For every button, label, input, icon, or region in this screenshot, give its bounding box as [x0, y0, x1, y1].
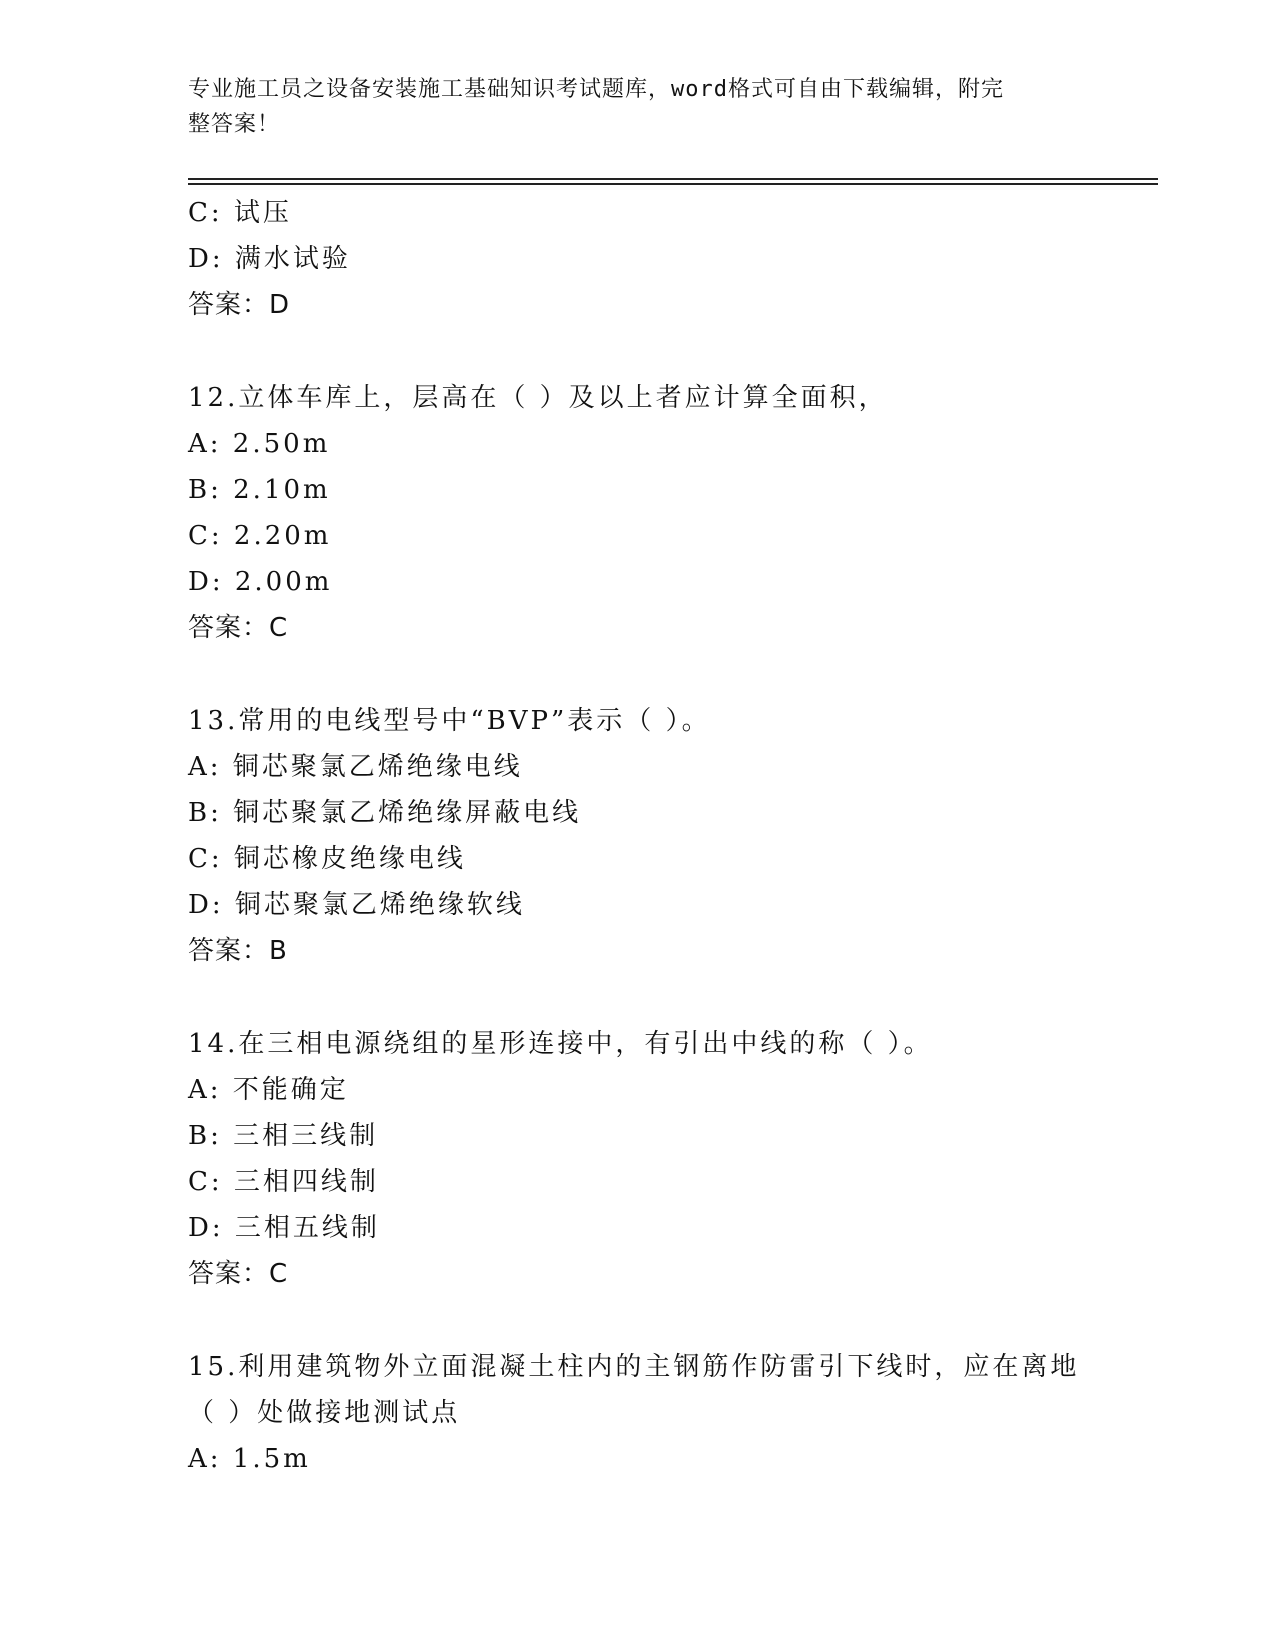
header-title-line-2: 整答案！ [188, 112, 281, 137]
option-b: B: 2.10m [188, 475, 331, 505]
question-text: 12.立体车库上，层高在（ ）及以上者应计算全面积， [188, 383, 888, 413]
question-text: 14.在三相电源绕组的星形连接中，有引出中线的称（ ）。 [188, 1029, 933, 1059]
question-block-12 [188, 375, 1188, 651]
option-b: B: 三相三线制 [188, 1121, 379, 1151]
option-a: A: 铜芯聚氯乙烯绝缘电线 [188, 752, 523, 782]
option-d: D: 满水试验 [188, 244, 351, 274]
option-d: D: 铜芯聚氯乙烯绝缘软线 [188, 890, 525, 920]
answer-line: 答案：C [188, 613, 289, 643]
question-text-line-2: （ ）处做接地测试点 [188, 1398, 461, 1428]
question-block-13 [188, 698, 1188, 974]
option-d: D: 三相五线制 [188, 1213, 380, 1243]
question-block-11 [188, 190, 1188, 328]
header-rule-top [188, 178, 1158, 180]
question-list [188, 190, 1188, 1482]
option-b: B: 铜芯聚氯乙烯绝缘屏蔽电线 [188, 798, 582, 828]
option-c: C: 三相四线制 [188, 1167, 379, 1197]
option-a: A: 不能确定 [188, 1075, 349, 1105]
header-title-line-1: 专业施工员之设备安装施工基础知识考试题库，word格式可自由下载编辑，附完 [188, 77, 1004, 102]
option-c: C: 2.20m [188, 521, 332, 551]
option-a: A: 2.50m [188, 429, 331, 459]
option-d: D: 2.00m [188, 567, 333, 597]
question-text-line-1: 15.利用建筑物外立面混凝土柱内的主钢筋作防雷引下线时，应在离地 [188, 1352, 1080, 1382]
question-text: 13.常用的电线型号中“BVP”表示（ ）。 [188, 706, 711, 736]
option-a: A: 1.5m [188, 1444, 311, 1474]
answer-line: 答案：D [188, 290, 291, 320]
question-block-15 [188, 1344, 1188, 1482]
answer-line: 答案：C [188, 1259, 289, 1289]
document-header [188, 72, 1088, 142]
option-c: C: 铜芯橡皮绝缘电线 [188, 844, 466, 874]
option-c: C: 试压 [188, 198, 292, 228]
answer-line: 答案：B [188, 936, 288, 966]
header-rule-bottom [188, 183, 1158, 185]
question-block-14 [188, 1021, 1188, 1297]
